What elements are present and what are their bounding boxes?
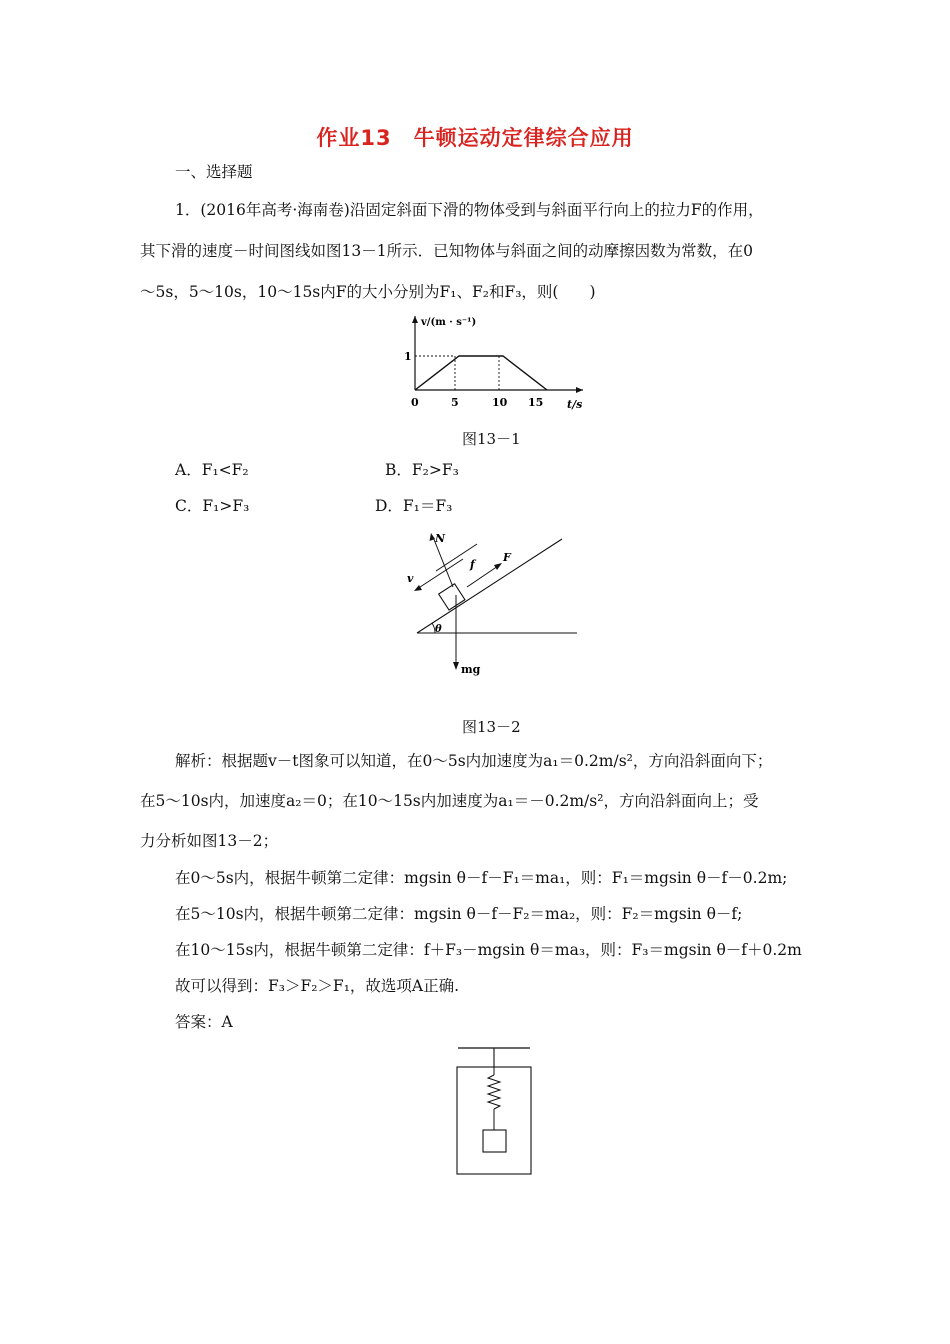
y-axis-label: v/(m · s⁻¹): [421, 317, 477, 328]
spring-box-figure: [452, 1045, 538, 1177]
page-title: 作业13 牛顿运动定律综合应用: [316, 126, 634, 150]
x-axis-arrow-icon: [576, 387, 583, 393]
mass-block: [483, 1130, 506, 1152]
section-heading: 一、选择题: [175, 163, 253, 181]
y-tick-label-1: 1: [404, 350, 412, 363]
incline-line: [417, 539, 562, 633]
x-axis-label: t/s: [567, 398, 583, 411]
v-arrow-icon: [414, 585, 422, 591]
y-axis-arrow-icon: [412, 316, 418, 323]
option-d[interactable]: D．F₁＝F₃: [375, 497, 453, 515]
option-b[interactable]: B．F₂>F₃: [385, 461, 459, 479]
label-v: v: [407, 572, 414, 585]
label-f-big: F: [503, 551, 511, 564]
label-n: N: [435, 532, 446, 545]
spring-coil: [488, 1075, 500, 1109]
force-diagram: [405, 525, 585, 685]
label-theta: θ: [435, 624, 442, 635]
analysis-line-3: 力分析如图13－2；: [140, 832, 279, 850]
block: [439, 584, 465, 610]
x-tick-label-0: 0: [411, 396, 419, 409]
velocity-series-line: [415, 356, 547, 390]
analysis-line-2: 在5～10s内，加速度a₂＝0；在10～15s内加速度为a₁＝－0.2m/s²，方向沿斜面向上；受: [140, 792, 759, 810]
question-line-1: 1．(2016年高考·海南卷)沿固定斜面下滑的物体受到与斜面平行向上的拉力F的作用，: [175, 201, 764, 219]
x-tick-label-5: 5: [451, 396, 459, 409]
v-vector-line: [417, 559, 463, 589]
analysis-line-1: 解析：根据题v－t图象可以知道，在0～5s内加速度为a₁＝0.2m/s²，方向沿斜面向下；: [175, 752, 773, 770]
x-tick-label-15: 15: [528, 396, 544, 409]
figure2-caption: 图13－2: [462, 718, 521, 736]
figure1-caption: 图13－1: [462, 430, 521, 448]
x-tick-label-10: 10: [492, 396, 508, 409]
analysis-line-6: 在10～15s内，根据牛顿第二定律：f＋F₃－mgsin θ＝ma₃，则：F₃＝mgsin θ－f＋0.2m: [175, 941, 802, 959]
f-arrow-icon: [494, 563, 502, 570]
answer: 答案：A: [175, 1013, 233, 1031]
mg-arrow-icon: [453, 662, 459, 670]
question-line-2: 其下滑的速度－时间图线如图13－1所示．已知物体与斜面之间的动摩擦因数为常数，在0: [140, 242, 753, 260]
label-mg: mg: [461, 663, 481, 676]
option-a[interactable]: A．F₁<F₂: [175, 461, 249, 479]
vt-graph: [395, 312, 595, 414]
analysis-line-5: 在5～10s内，根据牛顿第二定律：mgsin θ－f－F₂＝ma₂，则：F₂＝mgsin θ－f;: [175, 905, 743, 923]
label-f-small: f: [470, 558, 475, 571]
analysis-line-7: 故可以得到：F₃＞F₂＞F₁，故选项A正确.: [175, 977, 460, 995]
analysis-line-4: 在0～5s内，根据牛顿第二定律：mgsin θ－f－F₁＝ma₁，则：F₁＝mgsin θ－f－0.2m;: [175, 869, 788, 887]
question-line-3: ～5s，5～10s，10～15s内F的大小分别为F₁、F₂和F₃，则( ): [140, 283, 596, 301]
option-c[interactable]: C．F₁>F₃: [175, 497, 250, 515]
